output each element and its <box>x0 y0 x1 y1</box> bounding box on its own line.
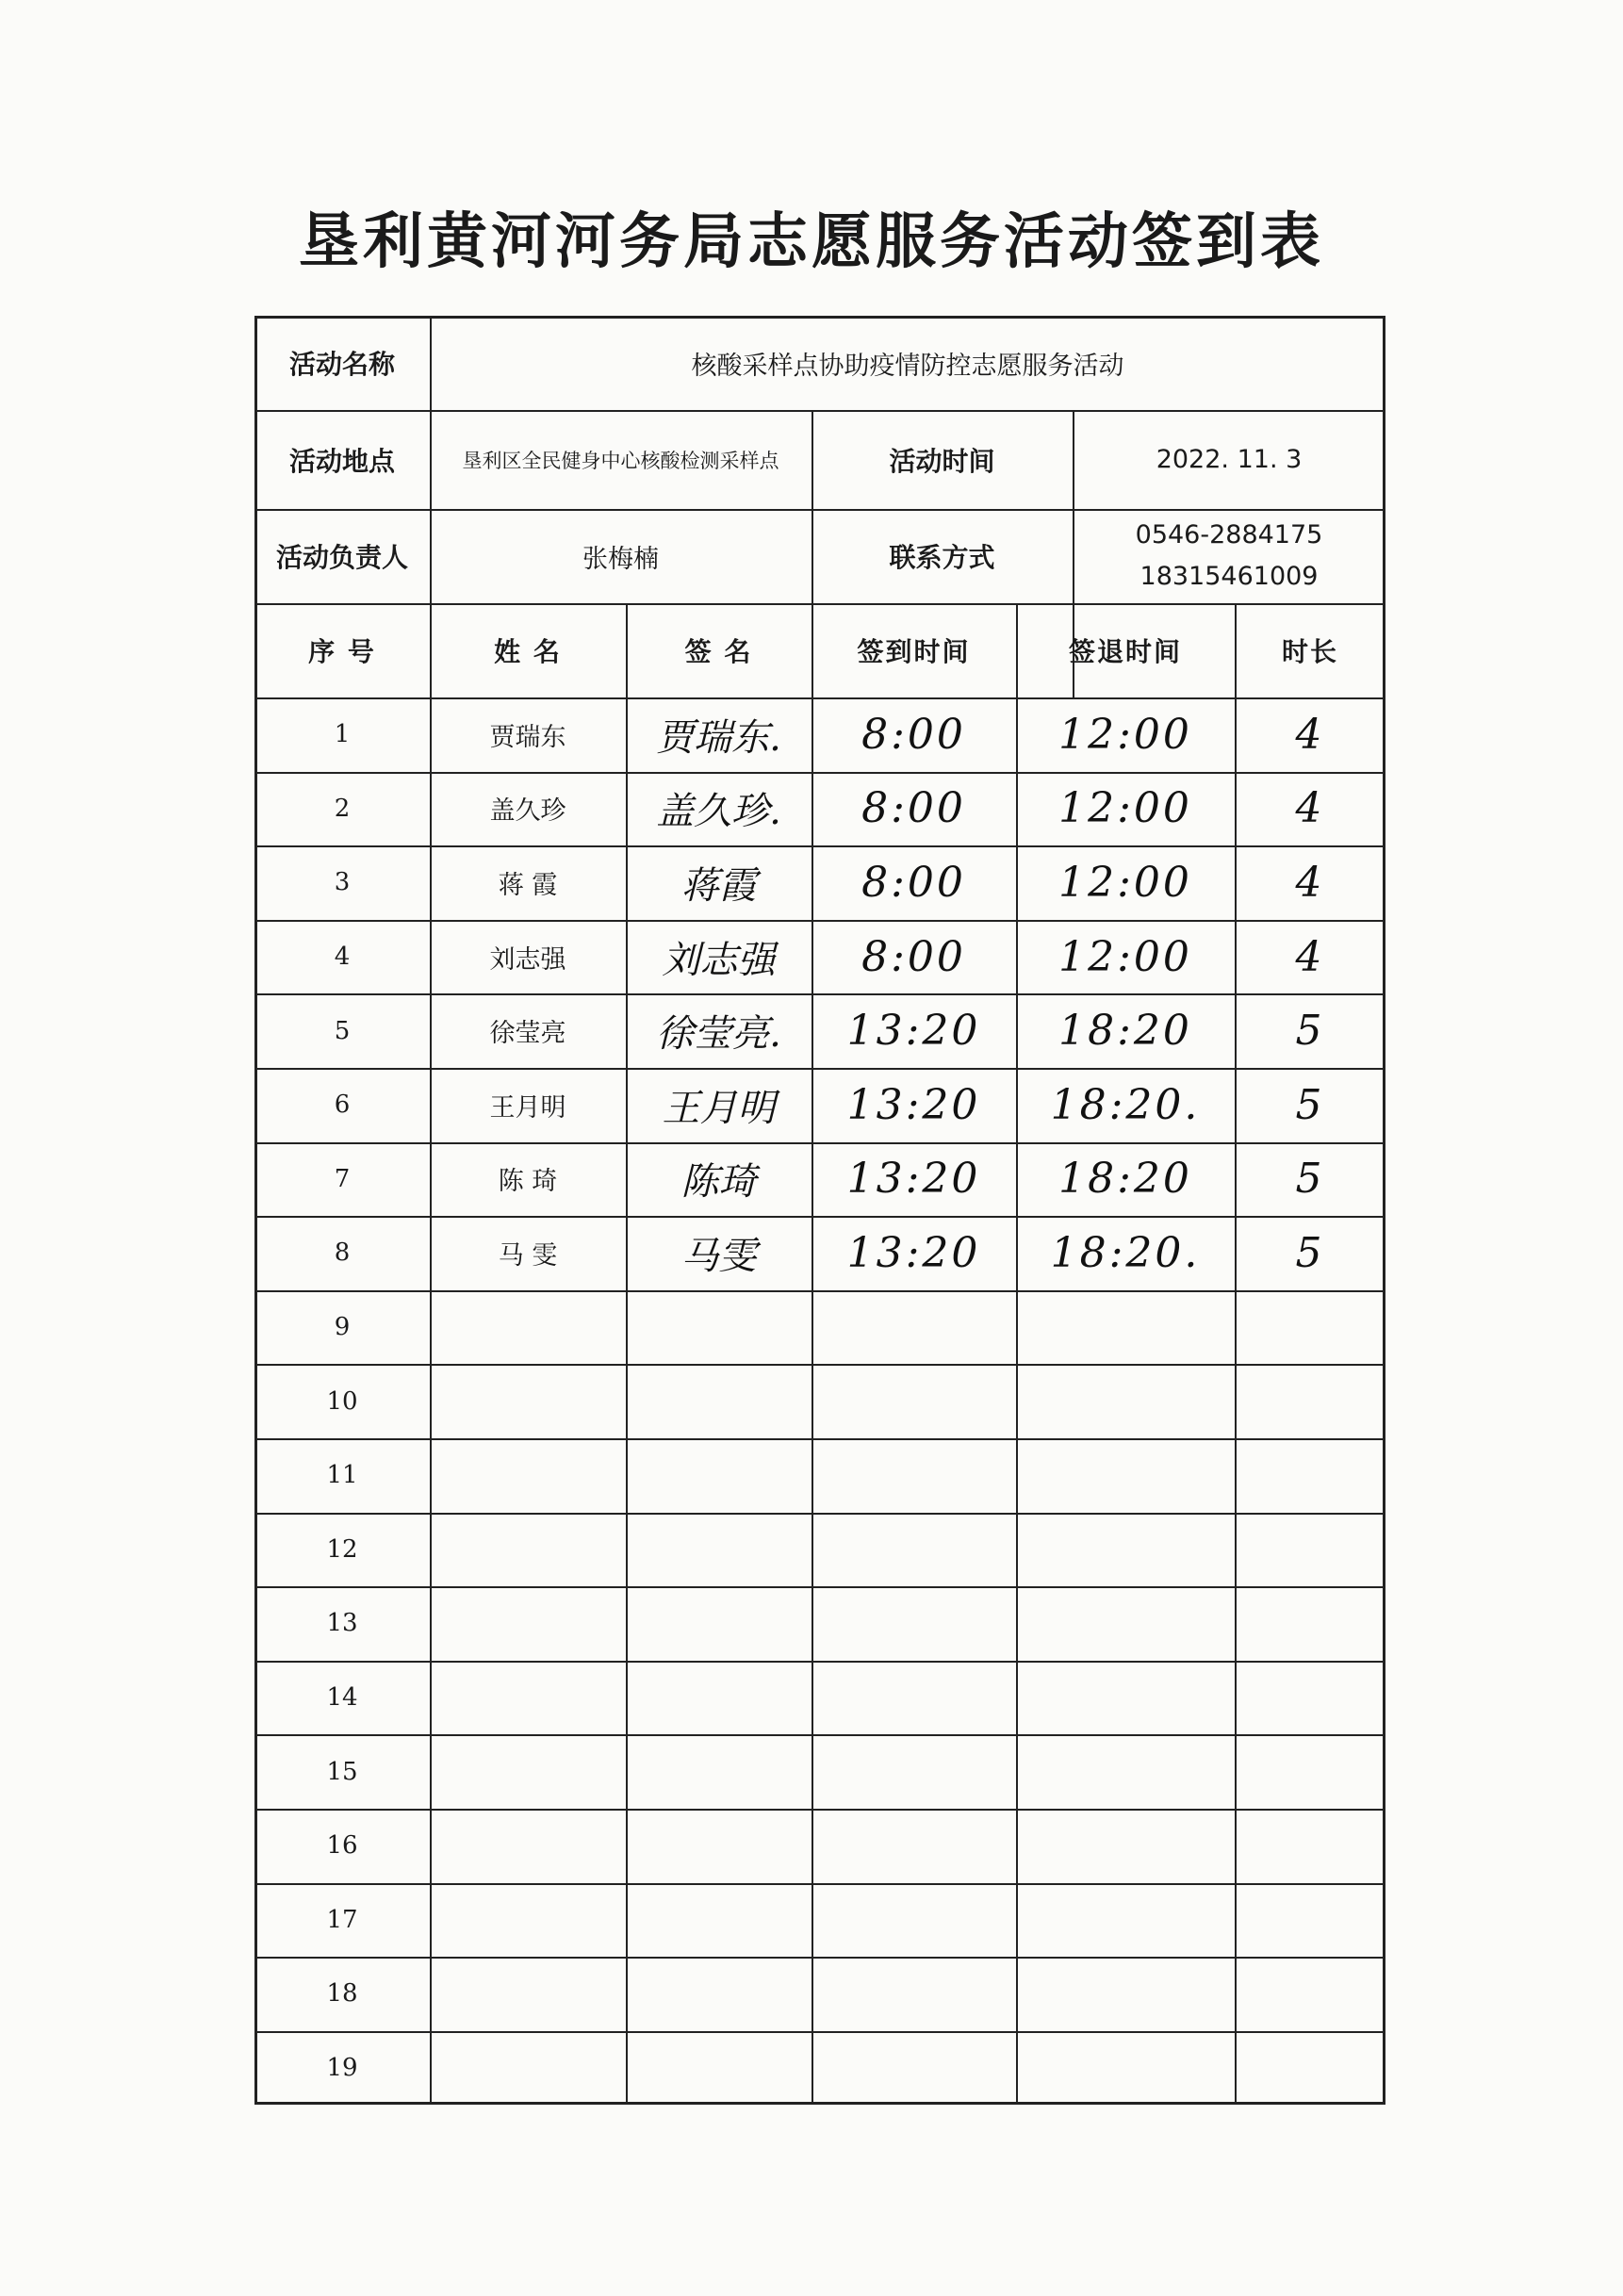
row-number: 18 <box>326 1979 358 2009</box>
handwritten-signature <box>626 1513 812 1587</box>
volunteer-name: 徐莹亮 <box>489 1019 566 1049</box>
sign-out-time <box>1016 1734 1235 1809</box>
handwritten-signature: 徐莹亮. <box>656 1012 781 1057</box>
sign-out-time <box>1016 1513 1235 1587</box>
row-number: 2 <box>334 794 351 823</box>
volunteer-name <box>430 1809 626 1883</box>
row-number: 1 <box>334 720 351 749</box>
form-title: 垦利黄河河务局志愿服务活动签到表 <box>299 207 1324 277</box>
sign-in-time <box>812 1957 1016 2031</box>
volunteer-name <box>430 1290 626 1365</box>
sign-in-time <box>812 1290 1016 1365</box>
sign-out-time <box>1016 1883 1235 1958</box>
duration-hours <box>1235 1661 1385 1735</box>
volunteer-name: 刘志强 <box>489 944 566 975</box>
volunteer-name: 盖久珍 <box>489 796 566 827</box>
row-number: 19 <box>326 2054 358 2083</box>
volunteer-name: 蒋 霞 <box>498 870 558 900</box>
sign-in-time: 8:00 <box>861 710 966 759</box>
volunteer-name: 陈 琦 <box>498 1167 558 1197</box>
time-label: 活动时间 <box>889 445 995 477</box>
handwritten-signature <box>626 1438 812 1513</box>
volunteer-name: 王月明 <box>489 1092 566 1123</box>
sign-in-time: 13:20 <box>846 1007 981 1056</box>
duration-hours: 5 <box>1295 1080 1325 1129</box>
sign-out-time: 12:00 <box>1058 858 1192 907</box>
contact-phone: 0546-2884175 <box>1135 520 1323 549</box>
header-sign-in: 签到时间 <box>857 636 971 667</box>
duration-hours <box>1235 1438 1385 1513</box>
sign-in-time: 8:00 <box>861 784 966 833</box>
duration-hours: 4 <box>1295 858 1325 907</box>
volunteer-name <box>430 1883 626 1958</box>
row-number: 14 <box>326 1683 358 1713</box>
duration-hours <box>1235 1734 1385 1809</box>
volunteer-name <box>430 1957 626 2031</box>
row-number: 5 <box>334 1016 351 1045</box>
sign-in-time: 13:20 <box>846 1080 981 1129</box>
duration-hours <box>1235 1883 1385 1958</box>
duration-hours: 5 <box>1295 1007 1325 1056</box>
handwritten-signature: 盖久珍. <box>656 790 781 834</box>
volunteer-name <box>430 1364 626 1438</box>
duration-hours: 4 <box>1295 710 1325 759</box>
sign-out-time: 18:20 <box>1058 1155 1192 1204</box>
sign-out-time <box>1016 1586 1235 1661</box>
handwritten-signature: 陈琦 <box>680 1160 757 1205</box>
sign-in-time <box>812 1586 1016 1661</box>
volunteer-name <box>430 1586 626 1661</box>
handwritten-signature <box>626 1586 812 1661</box>
row-number: 16 <box>326 1831 358 1861</box>
activity-name-value: 核酸采样点协助疫情防控志愿服务活动 <box>691 351 1124 381</box>
sign-in-time <box>812 1661 1016 1735</box>
sign-in-time: 8:00 <box>861 858 966 907</box>
contact-value <box>1073 509 1385 603</box>
row-number: 4 <box>334 943 351 972</box>
row-number: 17 <box>326 1905 358 1934</box>
sign-in-time: 13:20 <box>846 1155 981 1204</box>
sign-in-sheet <box>254 316 1385 2105</box>
duration-hours: 4 <box>1295 932 1325 981</box>
activity-name-label: 活动名称 <box>288 349 395 380</box>
sign-out-time <box>1016 1364 1235 1438</box>
row-number: 10 <box>326 1386 358 1416</box>
sign-out-time <box>1016 1957 1235 2031</box>
handwritten-signature <box>626 1957 812 2031</box>
duration-hours <box>1235 1364 1385 1438</box>
sign-in-time <box>812 1513 1016 1587</box>
sign-out-time: 12:00 <box>1058 784 1192 833</box>
volunteer-name <box>430 1734 626 1809</box>
header-name: 姓 名 <box>494 636 562 667</box>
handwritten-signature <box>626 1809 812 1883</box>
sign-in-time <box>812 1364 1016 1438</box>
leader-value: 张梅楠 <box>582 544 659 574</box>
duration-hours <box>1235 1290 1385 1365</box>
row-number: 6 <box>334 1091 351 1120</box>
volunteer-name <box>430 1438 626 1513</box>
sign-out-time <box>1016 1438 1235 1513</box>
row-number: 13 <box>326 1609 358 1638</box>
location-value: 垦利区全民健身中心核酸检测采样点 <box>462 449 779 472</box>
sign-out-time <box>1016 1661 1235 1735</box>
sign-out-time: 12:00 <box>1058 710 1192 759</box>
sign-out-time <box>1016 2031 1235 2106</box>
row-number: 7 <box>334 1164 351 1193</box>
duration-hours: 5 <box>1295 1155 1325 1204</box>
handwritten-signature <box>626 1290 812 1365</box>
handwritten-signature <box>626 1364 812 1438</box>
handwritten-signature: 马雯 <box>680 1234 757 1278</box>
contact-label: 联系方式 <box>889 542 995 573</box>
handwritten-signature: 贾瑞东. <box>656 715 781 760</box>
handwritten-signature <box>626 2031 812 2106</box>
duration-hours: 5 <box>1295 1228 1325 1277</box>
duration-hours: 4 <box>1295 784 1325 833</box>
header-sign-out: 签退时间 <box>1068 636 1182 667</box>
sign-in-time: 13:20 <box>846 1228 981 1277</box>
handwritten-signature <box>626 1734 812 1809</box>
header-duration: 时长 <box>1281 636 1338 667</box>
leader-label: 活动负责人 <box>275 542 408 573</box>
location-label: 活动地点 <box>288 445 395 477</box>
row-number: 9 <box>334 1313 351 1342</box>
handwritten-signature <box>626 1661 812 1735</box>
duration-hours <box>1235 1809 1385 1883</box>
handwritten-signature: 蒋霞 <box>680 863 757 908</box>
row-number: 15 <box>326 1757 358 1786</box>
row-number: 3 <box>334 868 351 897</box>
volunteer-name <box>430 1513 626 1587</box>
duration-hours <box>1235 1513 1385 1587</box>
header-signature: 签 名 <box>684 636 753 667</box>
volunteer-name <box>430 2031 626 2106</box>
sign-out-time: 18:20. <box>1050 1228 1201 1277</box>
volunteer-name <box>430 1661 626 1735</box>
time-value: 2022. 11. 3 <box>1156 445 1303 474</box>
duration-hours <box>1235 1957 1385 2031</box>
row-number: 8 <box>334 1238 351 1268</box>
contact-mobile: 18315461009 <box>1139 562 1319 591</box>
sign-in-time <box>812 1883 1016 1958</box>
sign-in-time <box>812 1438 1016 1513</box>
sign-out-time: 18:20 <box>1058 1007 1192 1056</box>
sign-out-time <box>1016 1290 1235 1365</box>
sign-in-time <box>812 1734 1016 1809</box>
sign-out-time <box>1016 1809 1235 1883</box>
sign-out-time: 12:00 <box>1058 932 1192 981</box>
duration-hours <box>1235 1586 1385 1661</box>
handwritten-signature <box>626 1883 812 1958</box>
volunteer-name: 马 雯 <box>498 1240 558 1271</box>
row-number: 12 <box>326 1534 358 1564</box>
header-seq: 序 号 <box>308 636 376 667</box>
sign-in-time <box>812 2031 1016 2106</box>
duration-hours <box>1235 2031 1385 2106</box>
row-number: 11 <box>326 1461 358 1490</box>
sign-in-time <box>812 1809 1016 1883</box>
handwritten-signature: 王月明 <box>662 1086 776 1130</box>
handwritten-signature: 刘志强 <box>662 938 776 982</box>
sign-in-time: 8:00 <box>861 932 966 981</box>
volunteer-name: 贾瑞东 <box>489 722 566 752</box>
sign-out-time: 18:20. <box>1050 1080 1201 1129</box>
